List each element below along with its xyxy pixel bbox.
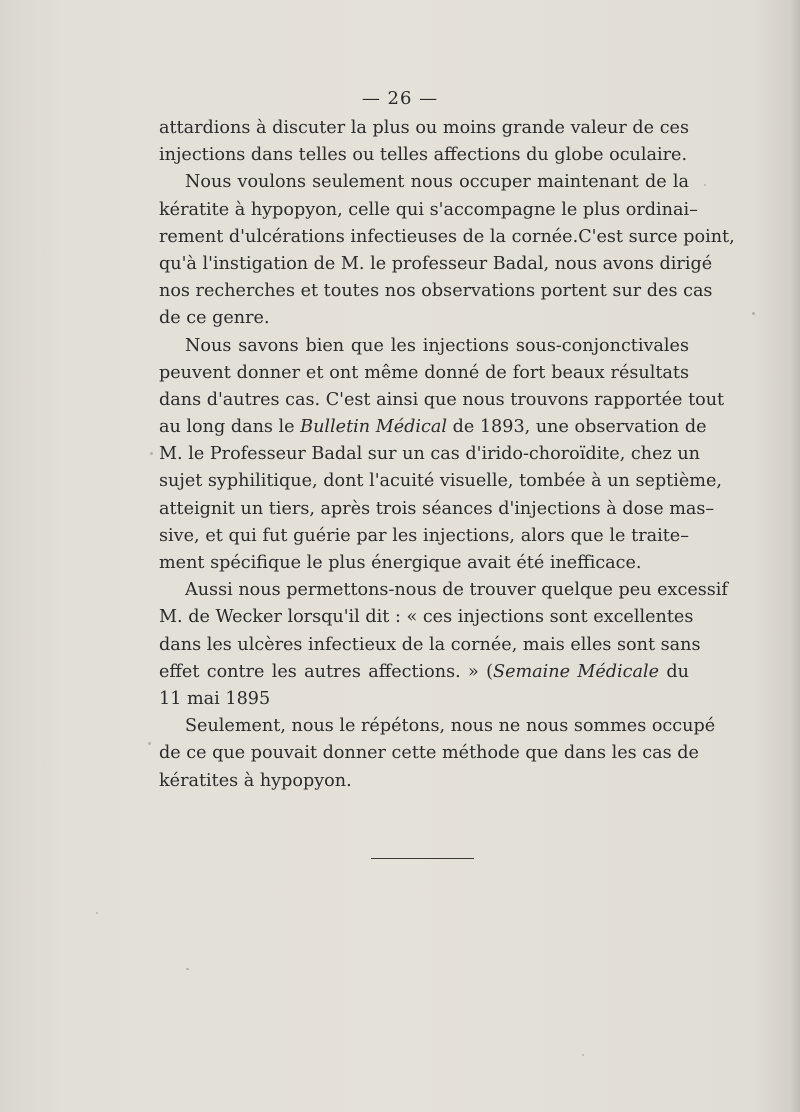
- text-line: rement d'ulcérations infectieuses de la cornée.C'est surce point,: [159, 226, 735, 247]
- section-end-rule: [371, 858, 474, 859]
- paper-speck: [148, 742, 151, 745]
- page-edge-shadow: [790, 0, 800, 1112]
- text-line: nos recherches et toutes nos observations portent sur des cas: [159, 281, 713, 302]
- text-line: atteignit un tiers, après trois séances d'injections à dose mas–: [159, 498, 715, 519]
- paper-speck: [582, 1054, 584, 1056]
- body-text: [159, 115, 735, 795]
- text-line: dans d'autres cas. C'est ainsi que nous trouvons rapportée tout: [159, 389, 725, 410]
- text-line: Nous voulons seulement nous occuper maintenant de la: [185, 172, 689, 193]
- paper-speck: [150, 452, 153, 455]
- text-line: injections dans telles ou telles affections du globe oculaire.: [159, 145, 688, 166]
- text-line: Nous savons bien que les injections sous-conjonctivales: [185, 335, 689, 356]
- text-line: sujet syphilitique, dont l'acuité visuelle, tombée à un septième,: [159, 471, 722, 492]
- text-line: au long dans le Bulletin Médical de 1893, une observation de: [159, 417, 707, 438]
- text-line: de ce que pouvait donner cette méthode que dans les cas de: [159, 743, 699, 764]
- paper-speck: [96, 912, 98, 914]
- text-line: attardions à discuter la plus ou moins grande valeur de ces: [159, 118, 689, 138]
- text-line: kératites à hypopyon.: [159, 770, 352, 791]
- text-line: 11 mai 1895: [159, 688, 271, 709]
- paper-speck: [704, 184, 706, 186]
- paper-speck: [186, 968, 189, 970]
- text-line: Seulement, nous le répétons, nous ne nous sommes occupé: [185, 716, 716, 737]
- text-line: Aussi nous permettons-nous de trouver quelque peu excessif: [185, 580, 728, 601]
- text-line: peuvent donner et ont même donné de fort beaux résultats: [159, 362, 689, 383]
- text-line: ment spécifique le plus énergique avait été inefficace.: [159, 553, 642, 573]
- page-number: — 26 —: [361, 88, 439, 109]
- text-line: qu'à l'instigation de M. le professeur Badal, nous avons dirigé: [159, 253, 713, 274]
- text-line: kératite à hypopyon, celle qui s'accompagne le plus ordinai–: [159, 199, 698, 220]
- paper-speck: [752, 312, 755, 315]
- text-line: dans les ulcères infectieux de la cornée, mais elles sont sans: [159, 634, 701, 655]
- journal-title: Semaine Médicale: [493, 661, 660, 682]
- text-line: de ce genre.: [159, 308, 270, 329]
- text-line: M. de Wecker lorsqu'il dit : « ces injections sont excellentes: [159, 607, 694, 628]
- text-line: M. le Professeur Badal sur un cas d'irido-choroïdite, chez un: [159, 444, 701, 465]
- journal-title: Bulletin Médical: [300, 417, 447, 438]
- text-line: sive, et qui fut guérie par les injections, alors que le traite–: [159, 525, 689, 546]
- text-line: effet contre les autres affections. » (Semaine Médicale du: [159, 661, 689, 682]
